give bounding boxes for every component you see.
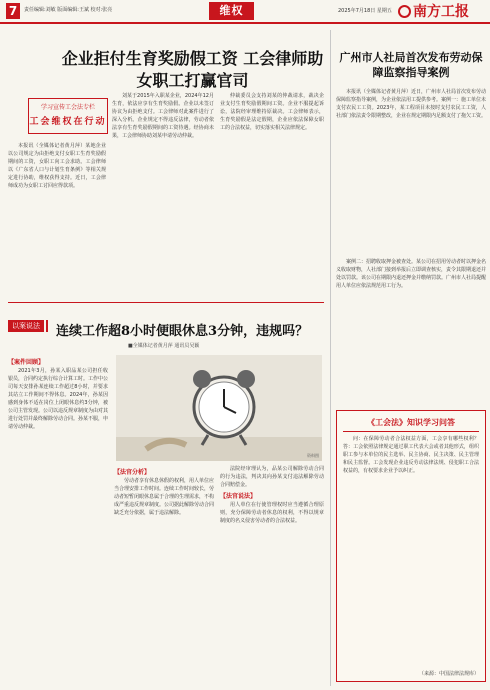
column-badge (28, 98, 108, 134)
qa-box (336, 410, 486, 682)
right-article-headline: 广州市人社局首次发布劳动保障监察指导案例 (339, 51, 483, 79)
article2-headline: 连续工作超8小时便眼休息3分钟，违规吗？ (56, 324, 309, 339)
qa-box-body: 问：在保障劳动者合法权益方面，工会享有哪些权利？答：工会依照法律规定通过职工代表大会或者其他形式，组织职工参与本单位的民主选举、民主协商、民主决策、民主管理和民主监督。工会发现企业违反劳动法律法规、侵犯职工合法权益的，有权要求企业予以纠正。 (343, 436, 479, 474)
article2-column-2: 【法官分析】 劳动者享有休息休假的权利，用人单位应当合理安排工作时间。连续工作时间较长，劳动者短暂闭眼休息属于合理的生理需求，不构成严重违反规章制度。公司据此解除劳动合同缺乏充分依据，属于违法解除。 (114, 469, 214, 516)
article2-byline: ■全媒体记者黄月萍 通讯员吴颖 (128, 343, 200, 349)
alarm-clock-photo (116, 355, 322, 461)
article2-column-3: 法院经审理认为，品某公司解除劳动合同的行为违法，判决其向孙某支付违法解除劳动合同赔偿金。 【法官说法】 用人单位在行使管理权时应当遵循合理原则，充分保障劳动者休息的权利，不得以规章制度的名义侵害劳动者的合法权益。 (220, 466, 324, 524)
page-number: 7 (6, 3, 20, 19)
column-badge-line2: 工会维权在行动 (29, 117, 107, 127)
section-heading-judge-analysis: 【法官分析】 (114, 469, 151, 476)
section-heading-judge-says: 【法官说法】 (220, 493, 257, 500)
article1-column-1: 本报讯（全媒体记者黄月萍）某地企业以公司规定为由拒绝支付女职工生育奖励假期间的工资，女职工向工会求助。工会律师以《广东省人口与计划生育条例》等相关规定进行协助，维权获得支持。近日，工会律师成功为女职工讨回应得款项。 (8, 143, 106, 189)
newspaper-brand (398, 1, 486, 21)
qa-box-rule (343, 431, 479, 432)
section-heading-case-review: 【案件回顾】 (8, 359, 45, 366)
brand-name: 南方工报 (413, 4, 469, 20)
case-tag-accent (46, 320, 48, 332)
editor-credits: 责任编辑:刘敏 版面编辑:王斌 校对:张亮 (24, 7, 113, 13)
column-badge-line1: 学习宣传工会法专栏 (40, 104, 95, 111)
masthead-rule (0, 22, 490, 24)
qa-box-title: 《工会法》知识学习问答 (367, 417, 455, 427)
right-article-column-2: 案例二：招聘收取押金被查处。某公司在招用劳动者时以押金名义收取财物，人社部门接到举报后立即调查核实，责令其限期退还并处以罚款。该公司在期限内退还押金并缴纳罚款。广州市人社局提醒用人单位应依法规范用工行为。 (336, 259, 486, 289)
issue-date: 2025年7月18日 星期五 (338, 8, 392, 14)
article1-column-3: 仲裁委员会支持刘某的仲裁请求，裁决企业支付生育奖励假期间工资。企业不服提起诉讼，法院经审理维持原裁决。工会律师表示，生育奖励假是法定假期，企业应依法保障女职工的合法权益，切实落实相关法律规定。 (220, 93, 324, 131)
article2-column-1: 【案件回顾】 2021年3月，孙某入职品某公司担任收银员，合同约定执行综合计算工时。工作中公司每天安排孙某连续工作超过8小时，并要求其站立工作期间不得休息。2024年，孙某因感到身体不适在岗位上闭眼休息约3分钟，被公司主管发现。公司以违反规章制度为由对其进行处罚并最终解除劳动合同。孙某不服，申请劳动仲裁。 (8, 359, 108, 430)
article1-column-2: 刘某于2015年入职某企业，2024年12月生育，依法应享有生育奖励假。企业以未签订协议为由拒绝支付。工会律师对此案件进行了深入分析。企业规定不得违反法律，劳动者依法享有生育奖励假期间的工资待遇。经协商未果，工会律师协助刘某申请劳动仲裁。 (112, 93, 214, 139)
section-label: 维权 (209, 2, 254, 20)
qa-box-source: （来源：中国法律法规库） (418, 671, 479, 677)
brand-logo-icon (398, 5, 411, 18)
photo-caption: 资料图 (307, 453, 319, 458)
column-divider (330, 30, 331, 686)
case-tag: 以案说法 (8, 320, 44, 332)
right-article-column-1: 本报讯（全媒体记者黄月萍）近日，广州市人社局首次发布劳动保障监察指导案例，为企业依法用工提供参考。案例一：施工单位未支付农民工工资。2023年，某工程项目未按时支付农民工工资，人社部门依法责令限期整改，企业在规定期限内足额支付了拖欠工资。 (336, 89, 486, 119)
alarm-clock-icon (116, 355, 322, 461)
article1-headline: 企业拒付生育奖励假工资 工会律师助女职工打赢官司 (61, 49, 324, 90)
article2-top-rule (8, 302, 324, 303)
